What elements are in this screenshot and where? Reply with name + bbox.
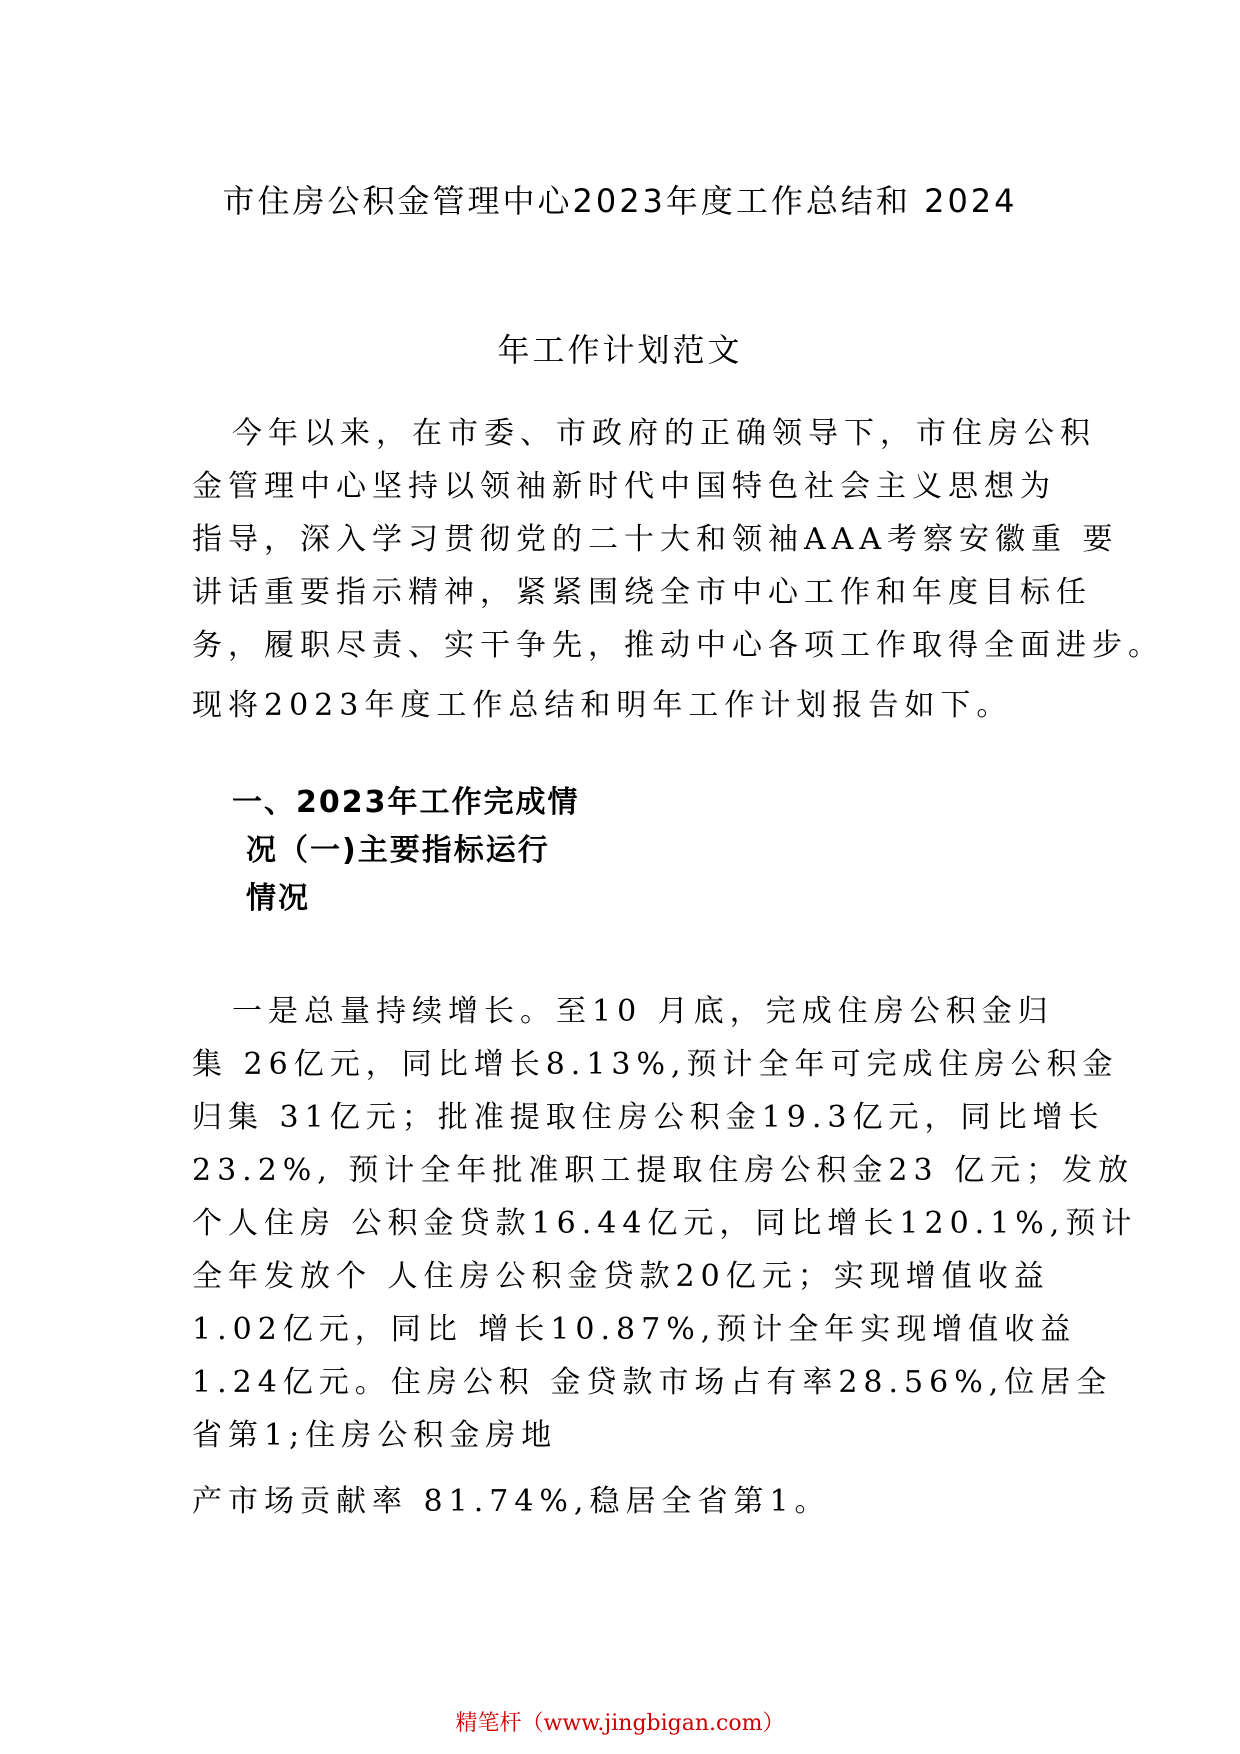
body-paragraph-line: 产市场贡献率 81.74%,稳居全省第1。 [192,1484,831,1519]
intro-paragraph-line: 讲话重要指示精神，紧紧围绕全市中心工作和年度目标任 [192,575,1092,610]
intro-paragraph-line: 指导，深入学习贯彻党的二十大和领袖AAA考察安徽重 要 [192,522,1119,557]
body-paragraph-line: 1.24亿元。住房公积 金贷款市场占有率28.56%,位居全 [192,1365,1113,1400]
body-paragraph-line: 23.2%, 预计全年批准职工提取住房公积金23 亿元；发放 [192,1153,1135,1188]
body-paragraph-line: 个人住房 公积金贷款16.44亿元，同比增长120.1%,预计 [192,1206,1138,1241]
body-paragraph-line: 全年发放个 人住房公积金贷款20亿元；实现增值收益 [192,1259,1050,1294]
section-heading-line: 一、2023年工作完成情 [232,785,580,820]
body-paragraph-line: 1.02亿元，同比 增长10.87%,预计全年实现增值收益 [192,1312,1077,1347]
document-title-line-1: 市住房公积金管理中心2023年度工作总结和 2024 [222,182,1018,220]
intro-paragraph-line: 务，履职尽责、实干争先，推动中心各项工作取得全面进步。 [192,628,1164,663]
intro-paragraph-line: 金管理中心坚持以领袖新时代中国特色社会主义思想为 [192,469,1056,504]
body-paragraph-line: 省第1;住房公积金房地 [192,1418,558,1453]
intro-paragraph-line: 今年以来，在市委、市政府的正确领导下，市住房公积 [232,416,1096,451]
document-title-line-2: 年工作计划范文 [497,331,743,369]
footer-watermark-link[interactable]: 精笔杆（www.jingbigan.com） [455,1711,785,1736]
body-paragraph-line: 集 26亿元，同比增长8.13%,预计全年可完成住房公积金 [192,1047,1119,1082]
body-paragraph-line: 归集 31亿元；批准提取住房公积金19.3亿元，同比增长 [192,1100,1105,1135]
intro-paragraph-line: 现将2023年度工作总结和明年工作计划报告如下。 [192,688,1013,723]
body-paragraph-line: 一是总量持续增长。至10 月底，完成住房公积金归 [232,994,1054,1029]
section-heading-line: 况（一)主要指标运行 [246,833,550,868]
section-heading-line: 情况 [246,881,310,916]
